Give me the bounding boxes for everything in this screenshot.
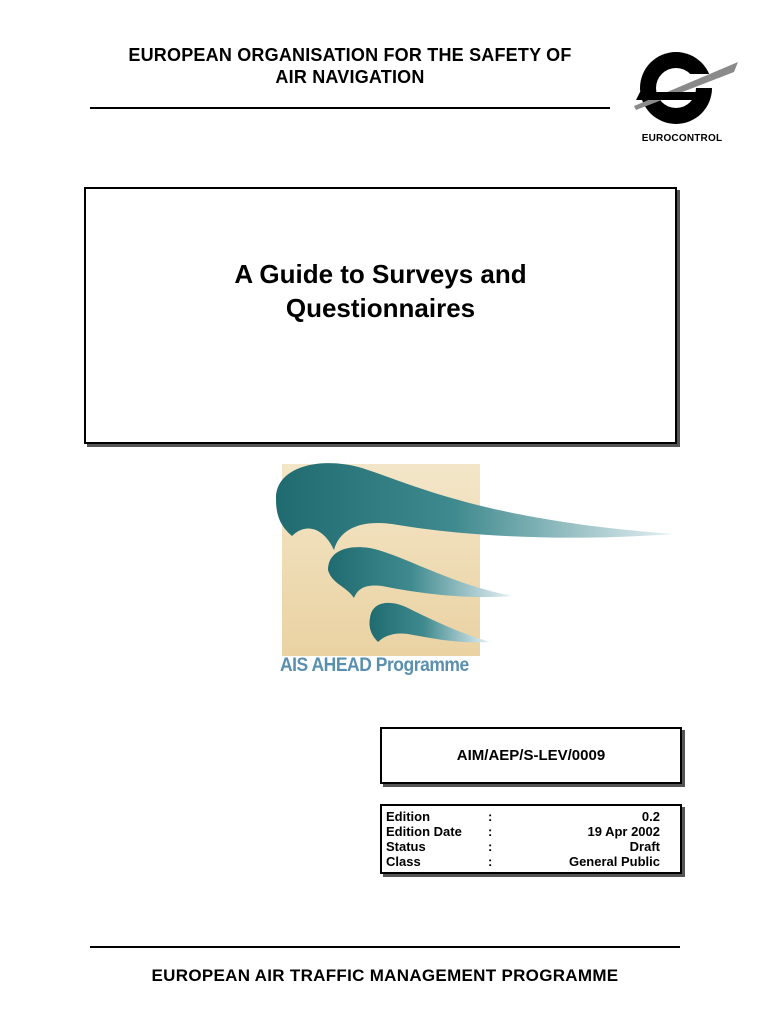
organisation-title (90, 44, 610, 88)
ais-ahead-programme-graphic (262, 458, 682, 688)
class-colon: : (488, 854, 493, 869)
edition-colon: : (488, 809, 493, 824)
footer-programme-title: EUROPEAN AIR TRAFFIC MANAGEMENT PROGRAMME (151, 966, 619, 985)
status-row (386, 839, 678, 854)
edition-date-row (386, 824, 678, 839)
status-value: Draft (629, 839, 660, 854)
class-row (386, 854, 678, 869)
document-title-line2: Questionnaires (285, 293, 476, 323)
edition-row (386, 809, 678, 824)
class-label: Class (386, 854, 421, 869)
footer-divider (90, 946, 680, 948)
organisation-title-line1: EUROPEAN ORGANISATION FOR THE SAFETY OF (128, 45, 572, 65)
document-title-line1: A Guide to Surveys and (234, 259, 527, 289)
edition-value: 0.2 (641, 809, 660, 824)
edition-date-label: Edition Date (386, 824, 462, 839)
header-divider (90, 107, 610, 109)
organisation-title-line2: AIR NAVIGATION (275, 67, 425, 87)
document-title (86, 257, 675, 325)
edition-table (380, 804, 682, 874)
edition-date-value: 19 Apr 2002 (587, 824, 660, 839)
status-label: Status (386, 839, 426, 854)
programme-label: AIS AHEAD Programme (280, 655, 469, 676)
status-colon: : (488, 839, 493, 854)
reference-code-box (380, 727, 682, 784)
edition-label: Edition (386, 809, 431, 824)
edition-date-colon: : (488, 824, 493, 839)
title-box (84, 187, 677, 444)
eurocontrol-logo-text: EUROCONTROL (641, 133, 723, 144)
reference-code: AIM/AEP/S-LEV/0009 (456, 747, 606, 764)
class-value: General Public (568, 854, 660, 869)
